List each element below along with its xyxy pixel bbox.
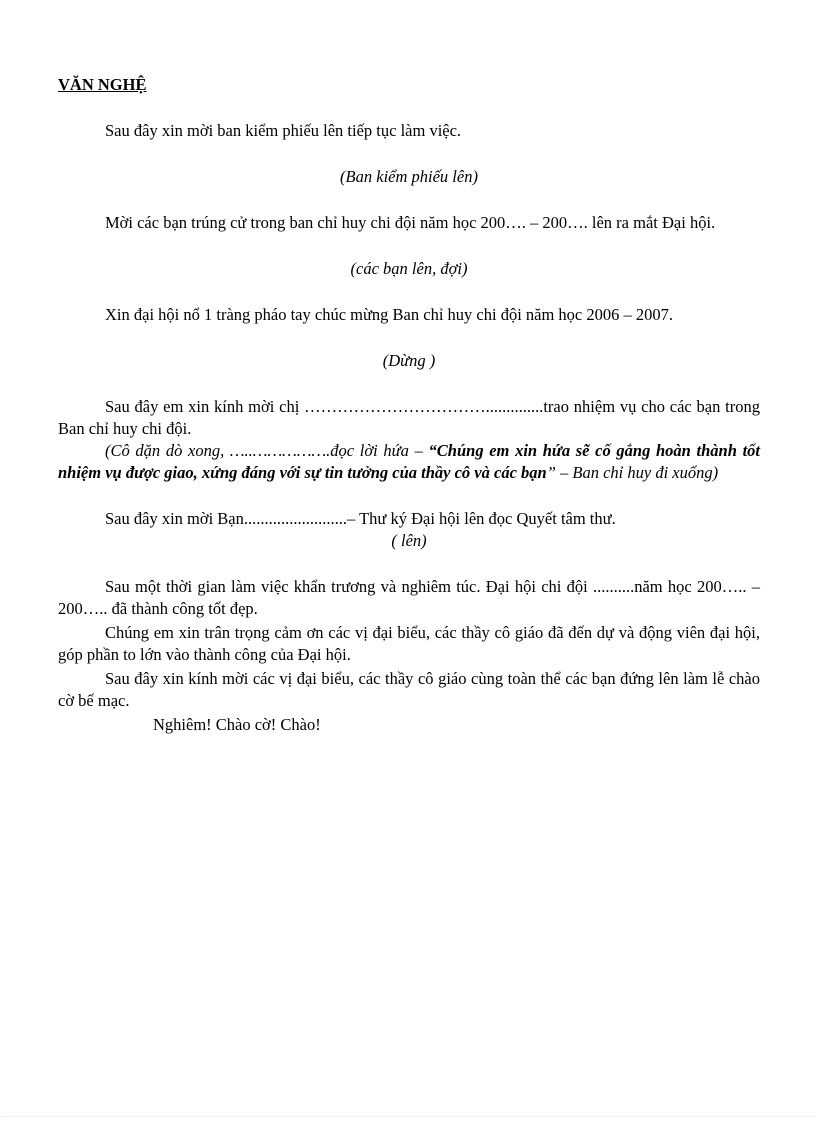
oath-end: ” – Ban chỉ huy đi xuống) bbox=[546, 463, 719, 482]
paragraph-5 bbox=[58, 440, 760, 484]
paragraph-6: Sau đây xin mời Bạn.........................– Thư ký Đại hội lên đọc Quyết tâm thư. bbox=[105, 509, 616, 528]
stage-note-4: ( lên) bbox=[391, 531, 427, 550]
stage-note-1: (Ban kiểm phiếu lên) bbox=[340, 167, 478, 186]
paragraph-2: Mời các bạn trúng cử trong ban chỉ huy chi đội năm học 200…. – 200…. lên ra mắt Đại hội. bbox=[105, 213, 716, 232]
paragraph-4: Sau đây em xin kính mời chị ……………………………..............trao nhiệm vụ cho các bạn trong Ban chỉ huy chi đội. bbox=[58, 397, 760, 438]
section-heading: VĂN NGHỆ bbox=[58, 75, 147, 94]
document-page bbox=[58, 74, 760, 736]
closing-line: Nghiêm! Chào cờ! Chào! bbox=[153, 715, 321, 734]
paragraph-3: Xin đại hội nổ 1 tràng pháo tay chúc mừng Ban chỉ huy chi đội năm học 2006 – 2007. bbox=[105, 305, 674, 324]
oath-intro: (Cô dặn dò xong, …..…………….đọc lời hứa – bbox=[105, 441, 429, 460]
paragraph-1: Sau đây xin mời ban kiểm phiếu lên tiếp tục làm việc. bbox=[105, 121, 462, 140]
paragraph-9: Sau đây xin kính mời các vị đại biểu, các thầy cô giáo cùng toàn thể các bạn đứng lên làm lễ chào cờ bế mạc. bbox=[58, 669, 760, 710]
page-bottom-rule bbox=[0, 1116, 816, 1117]
paragraph-7: Sau một thời gian làm việc khẩn trương và nghiêm túc. Đại hội chi đội ..........năm học 200….. – 200….. đã thành công tốt đẹp. bbox=[58, 577, 760, 618]
paragraph-8: Chúng em xin trân trọng cảm ơn các vị đại biểu, các thầy cô giáo đã đến dự và động viên đại hội, góp phần to lớn vào thành công của Đại hội. bbox=[58, 623, 760, 664]
stage-note-2: (các bạn lên, đợi) bbox=[350, 259, 468, 278]
oath-text: “Chúng em xin hứa sẽ cố gắng hoàn thành tốt nhiệm vụ được giao, xứng đáng với sự tin tưởng của thầy cô và các bạn bbox=[58, 441, 760, 482]
stage-note-3: (Dừng ) bbox=[382, 351, 436, 370]
